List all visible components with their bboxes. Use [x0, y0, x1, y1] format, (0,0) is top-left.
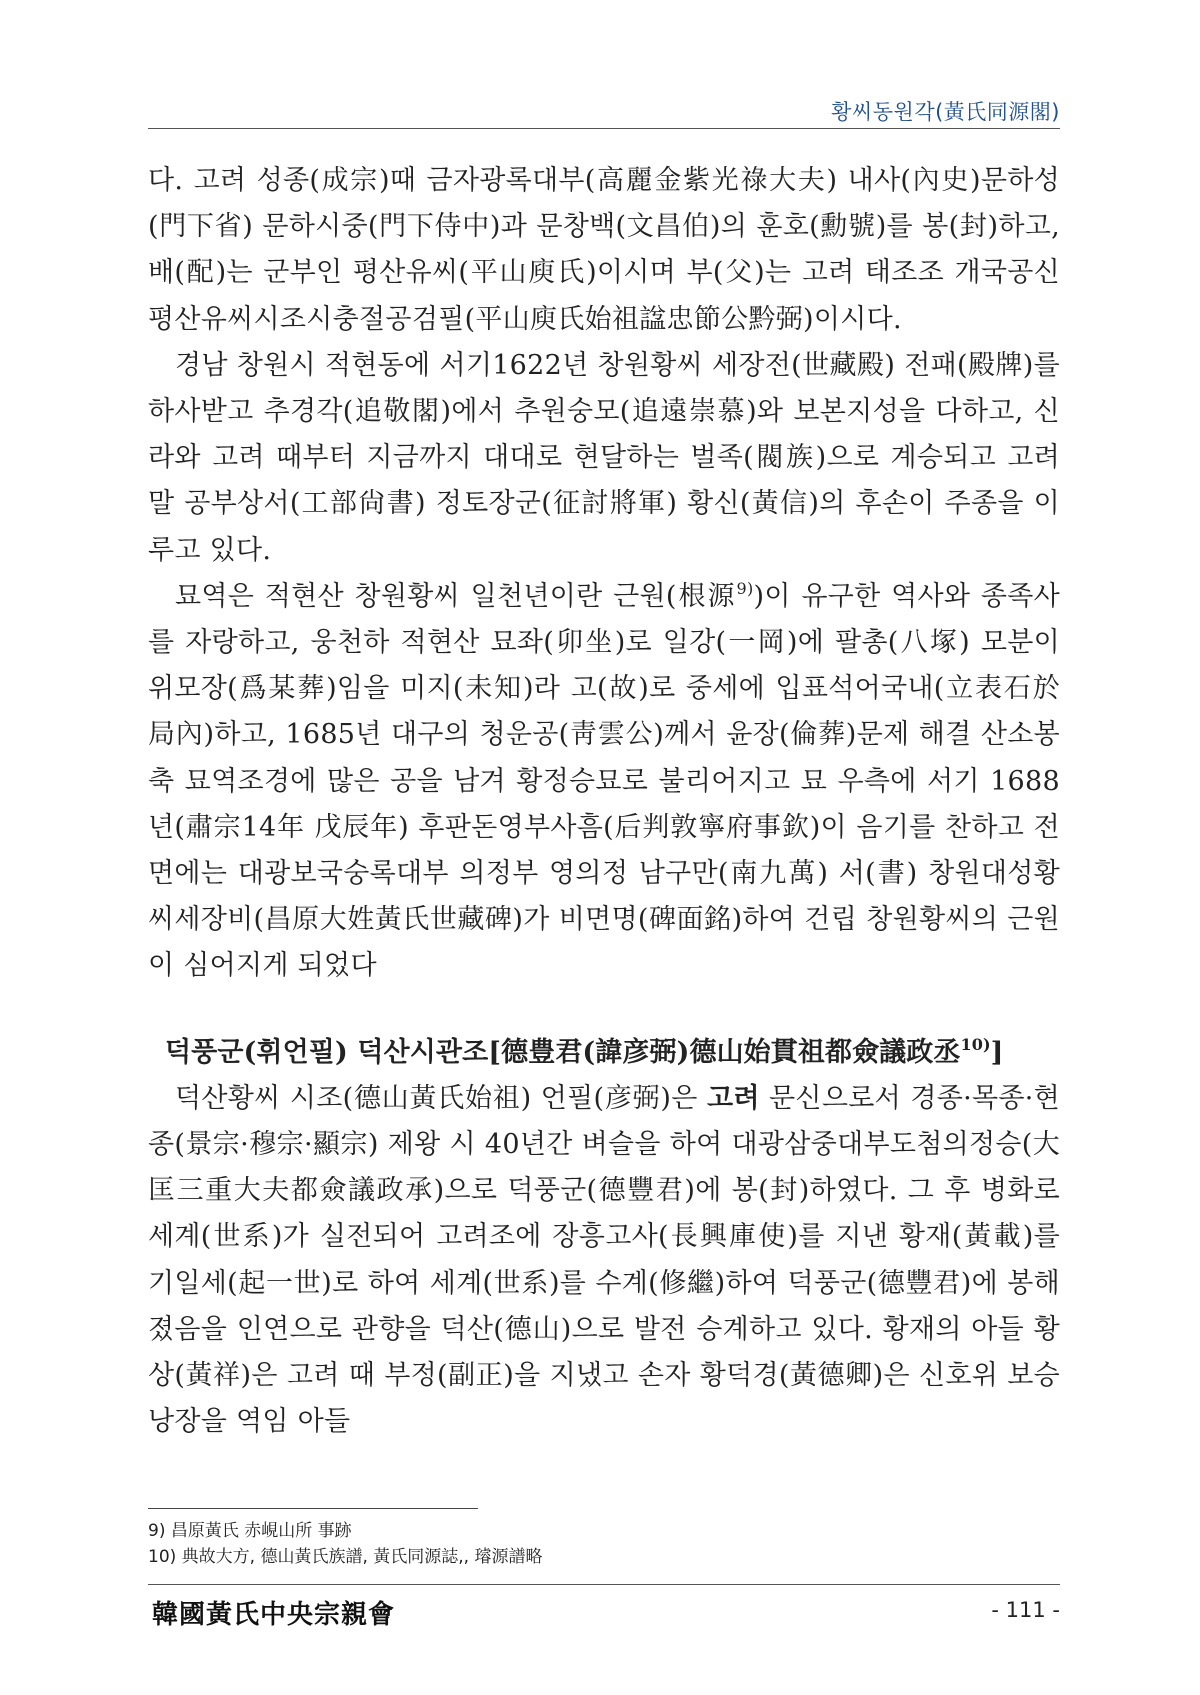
section-heading: 덕풍군(휘언필) 덕산시관조[德豊君(諱彦弼)德山始貫祖都僉議政丞$^{10)}$]: [165, 1034, 1004, 1068]
page-number: - 111 -: [991, 1598, 1060, 1622]
paragraph-1: 다. 고려 성종(成宗)때 금자광록대부(高麗金紫光祿大夫) 내사(內史)문하성(門下省) 문하시중(門下侍中)과 문창백(文昌伯)의 훈호(勳號)를 봉(封)하고, 배(配)는 군부인 평산유씨(平山庾氏)이시며 부(父)는 고려 태조조 개국공신 평산유씨시조시충절공검필(平山庾氏始祖諡忠節公黔弼)이시다.: [148, 165, 1060, 335]
header-rule: [148, 128, 1060, 129]
running-title: 황씨동원각(黃氏同源閣): [831, 100, 1060, 124]
footnote-rule: [148, 1508, 478, 1509]
paragraph-2: 경남 창원시 적현동에 서기1622년 창원황씨 세장전(世藏殿) 전패(殿牌)를 하사받고 추경각(追敬閣)에서 추원숭모(追遠崇慕)와 보본지성을 다하고, 신라와 고려 때부터 지금까지 대대로 현달하는 벌족(閥族)으로 계승되고 고려말 공부상서(工部尙書) 정토장군(征討將軍) 황신(黃信)의 후손이 주종을 이루고 있다.: [148, 349, 1060, 566]
section-paragraph-bold: 고려: [706, 1082, 760, 1114]
footer-organization: 韓國黃氏中央宗親會: [152, 1600, 396, 1630]
footnote-9: 9) 昌原黃氏 赤峴山所 事跡: [148, 1521, 352, 1541]
paragraph-3: 묘역은 적현산 창원황씨 일천년이란 근원(根源$^{9)}$)이 유구한 역사와 종족사를 자랑하고, 웅천하 적현산 묘좌(卯坐)로 일강(一岡)에 팔총(八塚) 모분이 위모장(爲某葬)임을 미지(未知)라 고(故)로 중세에 입표석어국내(立表石於局內)하고, 1685년 대구의 청운공(靑雲公)께서 윤장(倫葬)문제 해결 산소봉축 묘역조경에 많은 공을 남겨 황정승묘로 불리어지고 묘 우측에 서기 1688년(肅宗14年 戊辰年) 후판돈영부사흠(后判敦寧府事欽)이 음기를 찬하고 전면에는 대광보국숭록대부 의정부 영의정 남구만(南九萬) 서(書) 창원대성황씨세장비(昌原大姓黃氏世藏碑)가 비면명(碑面銘)하여 건립 창원황씨의 근원이 심어지게 되었다: [148, 578, 1060, 982]
footnotes: [148, 1518, 543, 1570]
footer-rule: [148, 1584, 1060, 1585]
body-text: [148, 158, 1060, 1445]
section-paragraph: [148, 1076, 1060, 1446]
section-paragraph-end: 문신으로서 경종·목종·현종(景宗·穆宗·顯宗) 제왕 시 40년간 벼슬을 하여 대광삼중대부도첨의정승(大匡三重大夫都僉議政承)으로 덕풍군(德豐君)에 봉(封)하였다. 그 후 병화로 세계(世系)가 실전되어 고려조에 장흥고사(長興庫使)를 지낸 황재(黃載)를 기일세(起一世)로 하여 세계(世系)를 수계(修繼)하여 덕풍군(德豐君)에 봉해졌음을 인연으로 관향을 덕산(德山)으로 발전 승계하고 있다. 황재의 아들 황상(黃祥)은 고려 때 부정(副正)을 지냈고 손자 황덕경(黃德卿)은 신호위 보승 낭장을 역임 아들: [148, 1082, 1060, 1438]
footnote-10: 10) 典故大方, 德山黃氏族譜, 黃氏同源誌,, 璿源譜略: [148, 1547, 543, 1567]
section-paragraph-start: 덕산황씨 시조(德山黃氏始祖) 언필(彦弼)은: [175, 1082, 707, 1114]
